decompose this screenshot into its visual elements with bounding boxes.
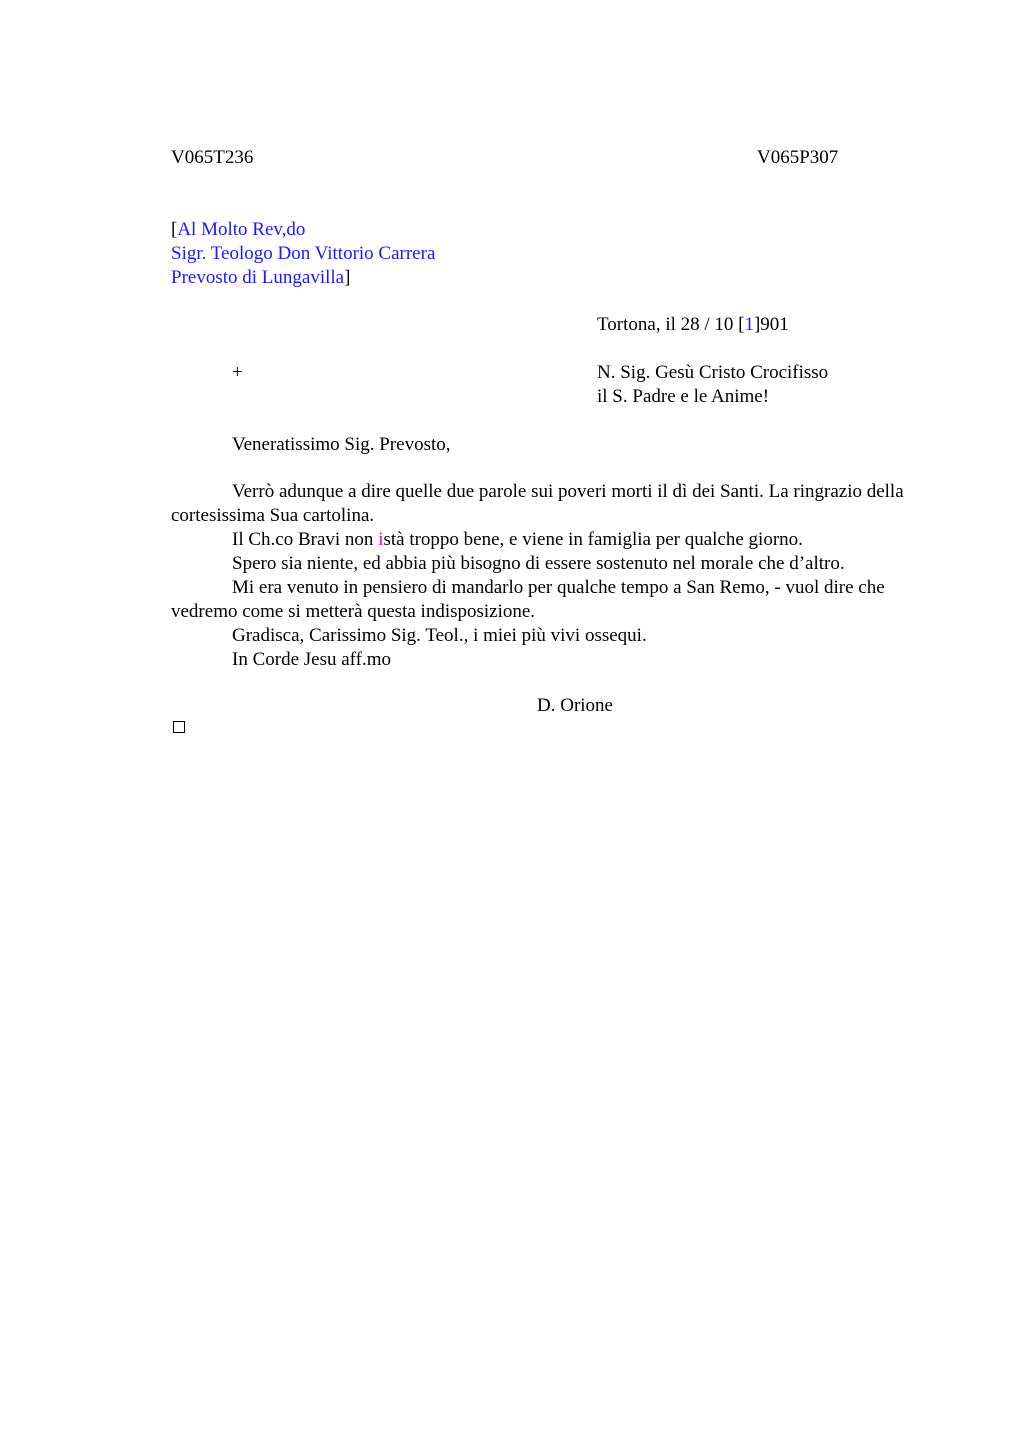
salutation: Veneratissimo Sig. Prevosto, [232, 434, 451, 455]
body-paragraph-2-start: Il Ch.co Bravi non [232, 529, 379, 550]
invocation-line-1: N. Sig. Gesù Cristo Crocifisso [597, 362, 829, 383]
address-place: Prevosto di Lungavilla [171, 267, 345, 288]
invocation-line-2: il S. Padre e le Anime! [597, 386, 770, 407]
address-recipient-title: Al Molto Rev,do [177, 219, 306, 240]
document-code-right: V065P307 [757, 147, 839, 168]
body-paragraph-5: Gradisca, Carissimo Sig. Teol., i miei più vivi ossequi. [232, 625, 647, 646]
address-line-3 [171, 266, 350, 290]
signature: D. Orione [537, 695, 613, 716]
address-open-bracket: [ [171, 219, 178, 240]
body-paragraph-4: Mi era venuto in pensiero di mandarlo per qualche tempo a San Remo, - vuol dire che vedremo come si metterà questa indisposizione. [171, 577, 885, 622]
end-marker-box [173, 721, 185, 733]
address-line-2: Sigr. Teologo Don Vittorio Carrera [171, 243, 436, 264]
body-paragraph-2 [171, 528, 931, 552]
document-code-left: V065T236 [171, 147, 254, 168]
correction-mark: i [378, 529, 384, 550]
closing-formula: In Corde Jesu aff.mo [232, 649, 392, 670]
address-line-1 [171, 218, 305, 242]
body-paragraph-1: Verrò adunque a dire quelle due parole sui poveri morti il dì dei Santi. La ringrazio della cortesissima Sua cartolina. [171, 481, 904, 526]
address-close-bracket: ] [344, 267, 351, 288]
body-paragraph-2-end: stà troppo bene, e viene in famiglia per qualche giorno. [383, 529, 803, 550]
place-date-inserted-digit: 1 [744, 314, 754, 335]
place-date-prefix: Tortona, il 28 / 10 [ [597, 314, 745, 335]
body-paragraph-3: Spero sia niente, ed abbia più bisogno di essere sostenuto nel morale che d’altro. [232, 553, 845, 574]
cross-symbol: + [232, 362, 243, 383]
place-date [597, 313, 789, 337]
place-date-suffix: ]901 [753, 314, 789, 335]
